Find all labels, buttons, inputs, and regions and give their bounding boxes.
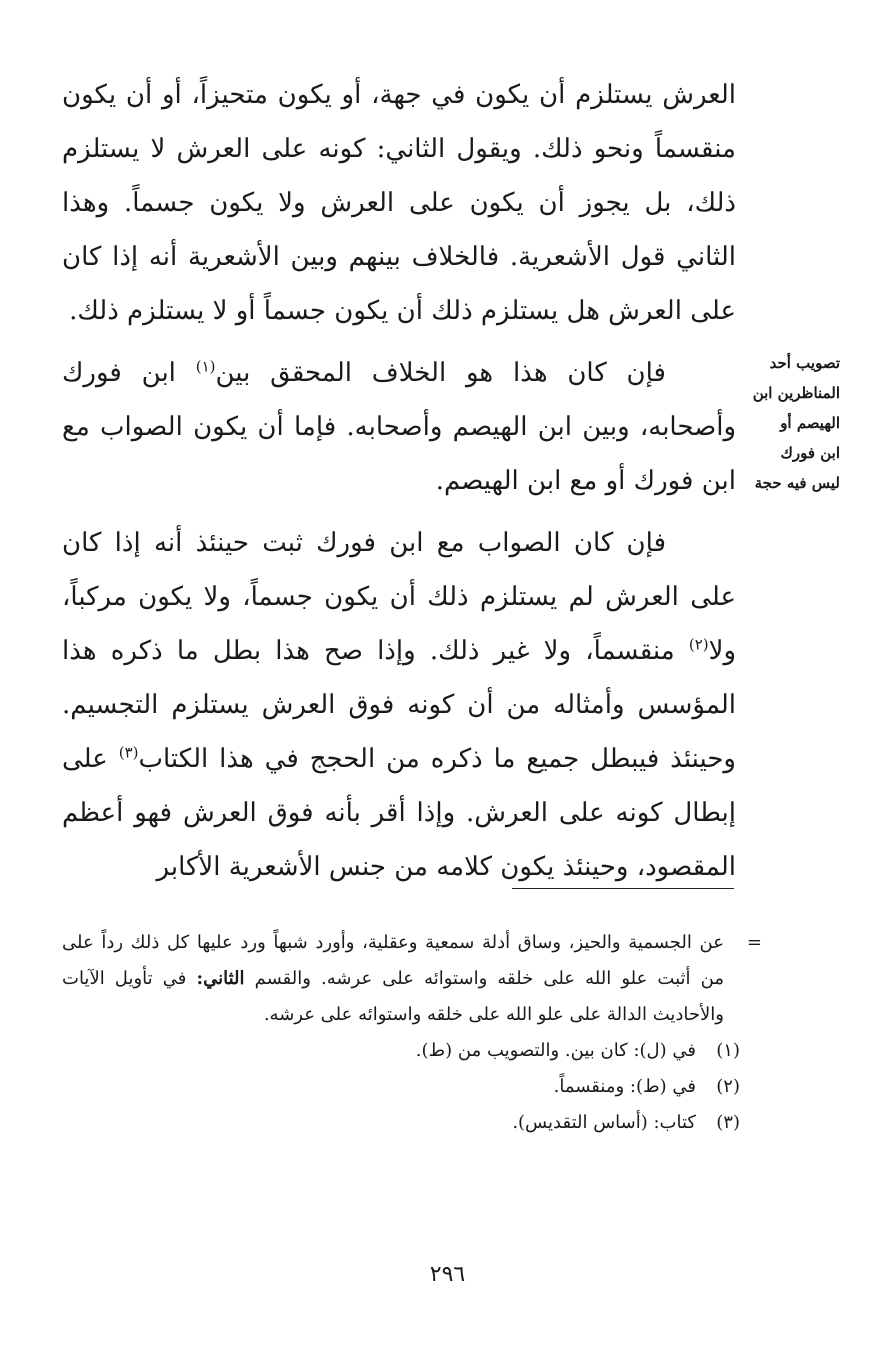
paragraph-3-part-c: على إبطال كونه على العرش. وإذا أقر بأنه فوق العرش فهو أعظم المقصود، وحينئذ يكون كلامه من جنس الأشعرية الأكابر [62,744,736,882]
page-number: ٢٩٦ [429,1262,466,1287]
main-text [62,68,736,894]
paragraph-2-part-b: ابن فورك وأصحابه، وبين ابن الهيصم وأصحابه. فإما أن يكون الصواب مع ابن فورك أو مع ابن الهيصم. [62,358,736,496]
footnote-ref-3: (٣) [118,743,139,762]
continuation-mark: = [746,932,762,953]
paragraph-3-part-b: منقسماً، ولا غير ذلك. وإذا صح هذا بطل ما ذكره هذا المؤسس وأمثاله من أن كونه فوق العرش يستلزم التجسيم. وحينئذ فيبطل جميع ما ذكره من الحجج في هذا الكتاب [62,636,736,774]
continuation-bold: الثاني: [196,968,245,989]
footnote-text: في (ط): ومنقسماً. [553,1076,696,1097]
margin-note [744,348,840,498]
paragraph-3-part-a: فإن كان الصواب مع ابن فورك ثبت حينئذ أنه إذا كان على العرش لم يستلزم ذلك أن يكون جسماً، ولا يكون مركباً، ولا [62,528,736,666]
margin-note-line: المناظرين ابن [752,384,840,402]
footnote-ref-2: (٢) [688,635,709,654]
margin-note-line: ليس فيه حجة [754,474,840,492]
paragraph-3 [62,516,736,894]
footnotes [62,925,762,1141]
footnote-item [62,1069,762,1105]
footnote-number: (١) [716,1040,740,1061]
paragraph-2-part-a: فإن كان هذا هو الخلاف المحقق بين [215,358,666,388]
footnote-number: (٢) [716,1076,740,1097]
margin-note-line: الهيصم أو [780,414,840,432]
continuation-text-b: في تأويل الآيات والأحاديث الدالة على علو الله على خلقه واستوائه على عرشه. [62,968,724,1025]
continuation-text-a: عن الجسمية والحيز، وساق أدلة سمعية وعقلية، وأورد شبهاً ورد عليها كل ذلك رداً على من أثبت علو الله على خلقه واستوائه على عرشه. والقسم [62,932,724,989]
footnote-separator [512,888,734,889]
margin-note-line: تصويب أحد [769,354,840,372]
paragraph-2 [62,346,736,508]
footnote-text: كتاب: (أساس التقديس). [512,1112,696,1133]
footnote-continuation [62,925,762,1033]
footnote-text: في (ل): كان بين. والتصويب من (ط). [415,1040,696,1061]
footnote-ref-1: (١) [195,357,216,376]
footnote-item [62,1105,762,1141]
margin-note-line: ابن فورك [780,444,840,462]
paragraph-1: العرش يستلزم أن يكون في جهة، أو يكون متحيزاً، أو أن يكون منقسماً ونحو ذلك. ويقول الثاني: كونه على العرش لا يستلزم ذلك، بل يجوز أن يكون على العرش ولا يكون جسماً. وهذا الثاني قول الأشعرية. فالخلاف بينهم وبين الأشعرية أنه إذا كان على العرش هل يستلزم ذلك أن يكون جسماً أو لا يستلزم ذلك. [62,80,736,326]
footnote-number: (٣) [716,1112,740,1133]
footnote-item [62,1033,762,1069]
